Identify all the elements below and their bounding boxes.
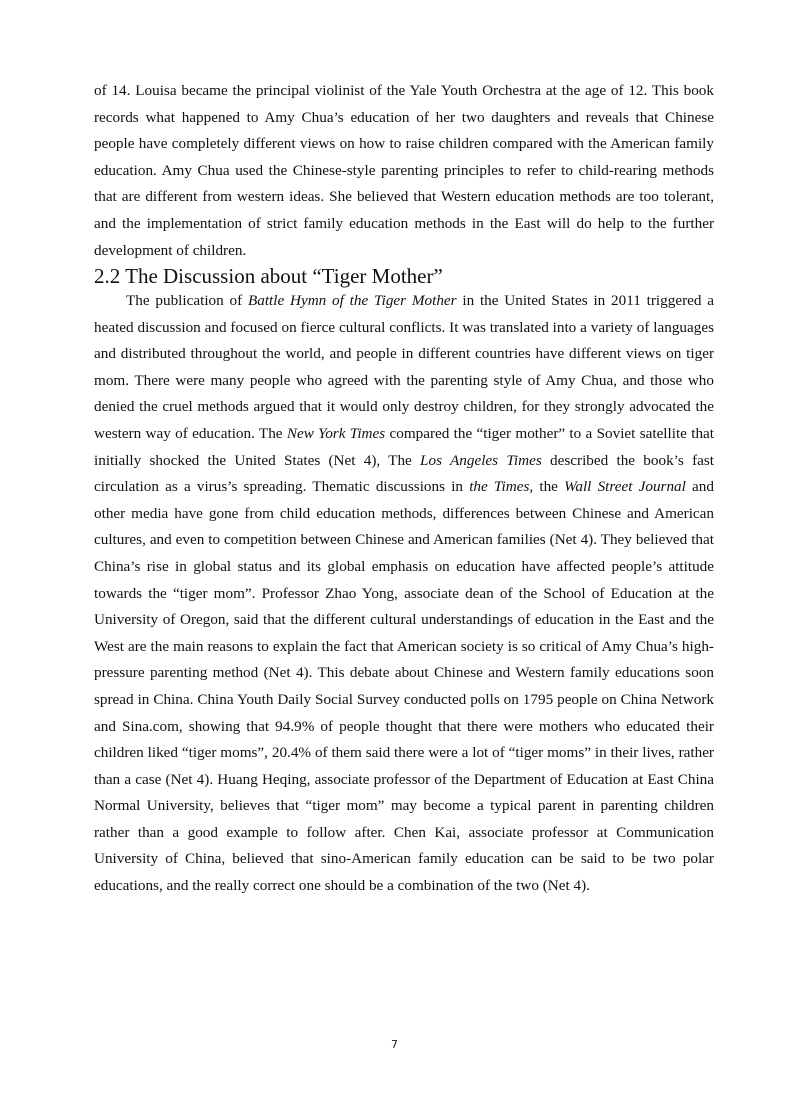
paragraph-2-text-3: compared the “tiger mother” to a Soviet satellite that initially shocked the United States (Net 4), The bbox=[94, 424, 714, 469]
newspaper-name-italic: the Times bbox=[469, 478, 530, 496]
paragraph-2-text-6: and other media have gone from child education methods, differences between Chinese and American cultures, and even to competition between Chinese and American families (Net 4). They believed that China’s rise in global status and its global emphasis on education have affected people’s attitude towards the “tiger mom”. Professor Zhao Yong, associate dean of the School of Education at the University of Oregon, said that the different cultural understandings of education in the East and the West are the main reasons to explain the fact that American society is so critical of Amy Chua’s high-pressure parenting method (Net 4). This debate about Chinese and Western family educations soon spread in China. China Youth Daily Social Survey conducted polls on 1795 people on China Network and Sina.com, showing that 94.9% of people thought that there were mothers who educated their children liked “tiger moms”, 20.4% of them said there were a lot of “tiger moms” in their lives, rather than a case (Net 4). Huang Heqing, associate professor of the Department of Education at East China Normal University, believes that “tiger mom” may become a typical parent in parenting children rather than a good example to follow after. Chen Kai, associate professor at Communication University of China, believed that sino-American family education can be said to be two polar educations, and the really correct one should be a combination of the two (Net 4). bbox=[94, 478, 714, 895]
page-number: 7 bbox=[391, 1038, 398, 1051]
paragraph-2-text-4: described the book’s fast circulation as a virus’s spreading. Thematic discussions in bbox=[94, 451, 715, 496]
body-paragraph-2 bbox=[94, 288, 714, 900]
newspaper-name-italic: Wall Street Journal bbox=[564, 478, 686, 496]
paragraph-2-text-5: , the bbox=[529, 478, 565, 496]
book-title-italic: Battle Hymn of the Tiger Mother bbox=[247, 292, 457, 309]
body-paragraph-1: of 14. Louisa became the principal violinist of the Yale Youth Orchestra at the age of 12. This book records what happened to Amy Chua’s education of her two daughters and reveals that Chinese people have completely different views on how to raise children compared with the American family education. Amy Chua used the Chinese-style parenting principles to refer to child-rearing methods that are different from western ideas. She believed that Western education methods are too tolerant, and the implementation of strict family education methods in the East will do help to the further development of children. bbox=[94, 82, 714, 259]
newspaper-name-italic: New York Times bbox=[286, 424, 386, 442]
newspaper-name-italic: Los Angeles Times bbox=[420, 451, 542, 469]
paragraph-2-text-1: The publication of bbox=[126, 292, 248, 309]
section-heading: 2.2 The Discussion about “Tiger Mother” bbox=[94, 264, 443, 288]
paragraph-2-text-2: in the United States in 2011 triggered a heated discussion and focused on fierce cultural conflicts. It was translated into a variety of languages and distributed throughout the world, and people in different countries have different views on tiger mom. There were many people who agreed with the parenting style of Amy Chua, and those who denied the cruel methods argued that it would only destroy children, for they strongly advocated the western way of education. The bbox=[94, 292, 714, 442]
